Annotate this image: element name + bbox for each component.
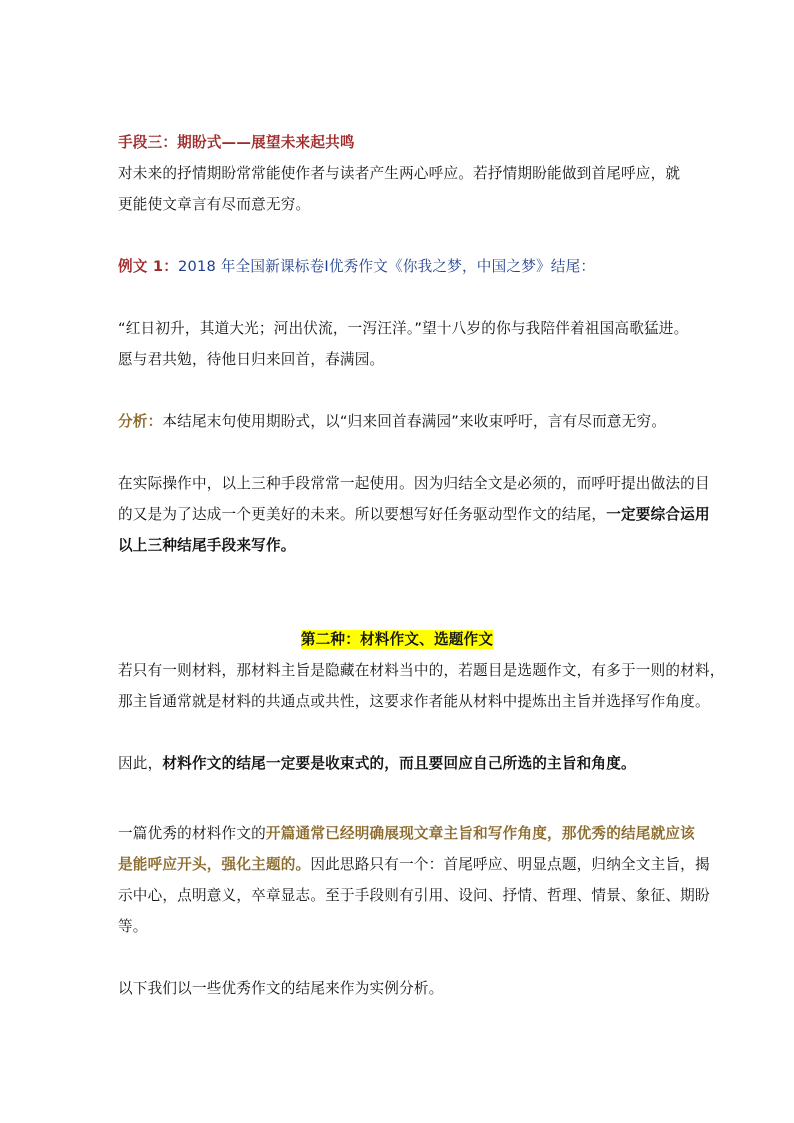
type-2-p3-line-1-emphasis: 开篇通常已经明确展现文章主旨和写作角度，那优秀的结尾就应该 (265, 825, 695, 842)
example-1-quote-line-2: 愿与君共勉，待他日归来回首，春满园。 (118, 351, 385, 368)
type-2-heading: 第二种：材料作文、选题作文 (300, 631, 494, 648)
type-2-p3-line-2-text: 因此思路只有一个：首尾呼应、明显点题，归纳全文主旨，揭 (310, 856, 710, 873)
example-1-quote-line-1: “红日初升，其道大光；河出伏流，一泻汪洋。”望十八岁的你与我陪伴着祖国高歌猛进。 (118, 320, 689, 337)
section-3-paragraph-line-1: 对未来的抒情期盼常常能使作者与读者产生两心呼应。若抒情期盼能做到首尾呼应，就 (118, 165, 681, 182)
example-1-label: 例文 1： (118, 258, 179, 275)
type-2-conclusion-emphasis: 材料作文的结尾一定要是收束式的，而且要回应自己所选的主旨和角度。 (162, 755, 636, 772)
type-2-closing: 以下我们以一些优秀作文的结尾来作为实例分析。 (118, 980, 444, 997)
type-2-heading-wrap (0, 630, 794, 650)
type-2-conclusion (118, 754, 636, 774)
practice-line-2-text: 的又是为了达成一个更美好的未来。所以要想写好任务驱动型作文的结尾， (118, 506, 607, 523)
practice-line-1: 在实际操作中，以上三种手段常常一起使用。因为归结全文是必须的，而呼吁提出做法的目 (118, 475, 710, 492)
type-2-conclusion-prefix: 因此， (118, 755, 163, 772)
type-2-p3-line-1 (118, 824, 695, 844)
type-2-p3-line-2-emphasis: 是能呼应开头，强化主题的。 (118, 856, 311, 873)
practice-line-3: 以上三种结尾手段来写作。 (118, 537, 296, 554)
example-1-source: 2018 年全国新课标卷Ⅰ优秀作文《你我之梦，中国之梦》结尾： (178, 258, 596, 275)
type-2-intro-line-2: 那主旨通常就是材料的共通点或共性，这要求作者能从材料中提炼出主旨并选择写作角度。 (118, 693, 710, 710)
analysis-1 (118, 412, 666, 432)
example-1-heading (118, 257, 595, 277)
type-2-p3-line-2 (118, 855, 710, 875)
type-2-p3-line-1-text: 一篇优秀的材料作文的 (118, 825, 266, 842)
section-3-heading: 手段三：期盼式——展望未来起共鸣 (118, 134, 355, 151)
type-2-p3-line-4: 等。 (118, 918, 148, 935)
type-2-intro-line-1: 若只有一则材料，那材料主旨是隐藏在材料当中的，若题目是选题作文，有多于一则的材料， (118, 662, 725, 679)
analysis-1-label: 分析： (118, 413, 163, 430)
practice-line-2 (118, 505, 710, 525)
section-3-paragraph-line-2: 更能使文章言有尽而意无穷。 (118, 196, 311, 213)
analysis-1-text: 本结尾末句使用期盼式，以“归来回首春满园”来收束呼吁，言有尽而意无穷。 (162, 413, 667, 430)
type-2-p3-line-3: 示中心，点明意义，卒章显志。至于手段则有引用、设问、抒情、哲理、情景、象征、期盼 (118, 887, 710, 904)
practice-line-2-emphasis: 一定要综合运用 (606, 506, 710, 523)
